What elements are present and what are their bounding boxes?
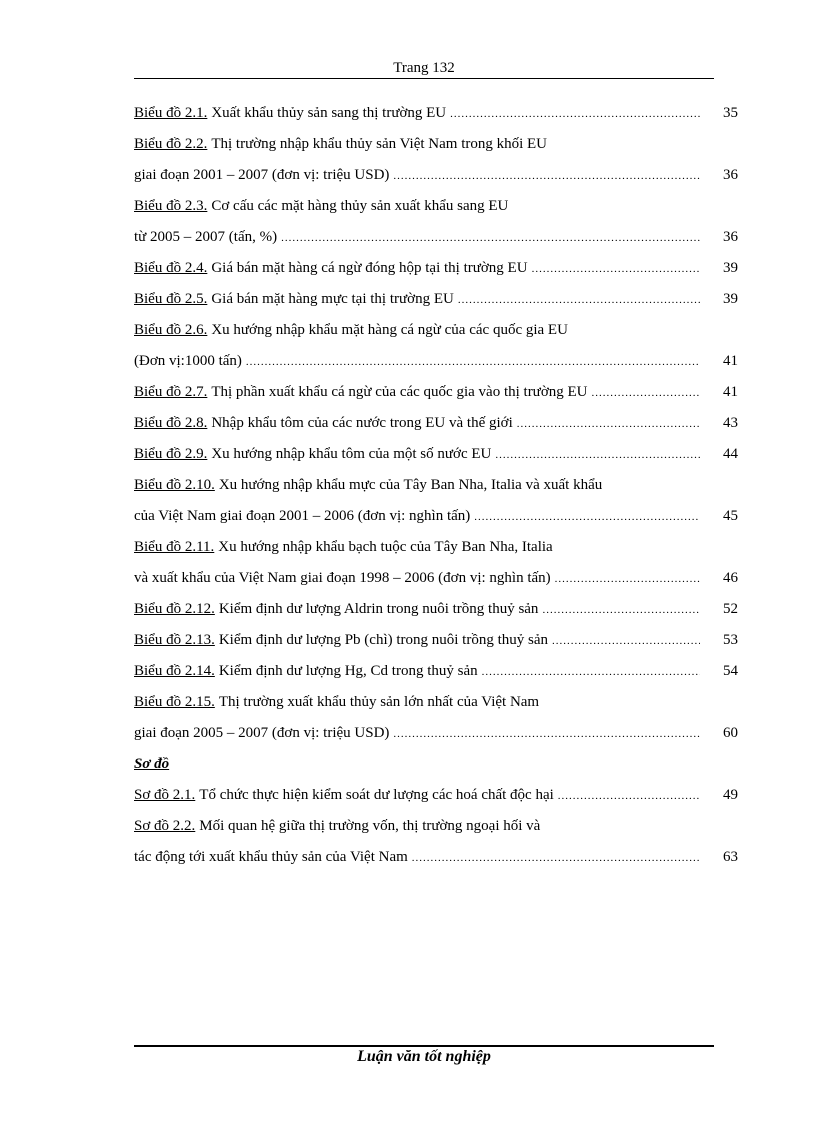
entry-label: Biểu đồ 2.6.: [134, 322, 208, 338]
chart-list: [134, 98, 738, 749]
toc-entry: [134, 508, 706, 525]
entry-label: Biểu đồ 2.5.: [134, 291, 208, 307]
toc-entry: [134, 849, 706, 866]
toc-entry: [134, 260, 706, 277]
dot-leader: [474, 511, 700, 523]
dot-leader: [458, 294, 700, 306]
entry-text: của Việt Nam giai đoạn 2001 – 2006 (đơn vị: nghìn tấn): [134, 508, 471, 524]
toc-line: [134, 377, 738, 408]
toc-line: [134, 160, 738, 191]
section-heading-row: [134, 749, 738, 780]
toc-line: [134, 842, 738, 873]
toc-line: [134, 129, 738, 160]
entry-label: Biểu đồ 2.4.: [134, 260, 208, 276]
entry-label: Biểu đồ 2.8.: [134, 415, 208, 431]
entry-label: Biểu đồ 2.12.: [134, 601, 215, 617]
dot-leader: [393, 728, 700, 740]
toc-line: [134, 594, 738, 625]
toc-line: [134, 718, 738, 749]
page-number: 41: [723, 353, 738, 369]
entry-text: Tổ chức thực hiện kiểm soát dư lượng các hoá chất độc hại: [199, 787, 554, 803]
toc-entry: [134, 477, 738, 494]
dot-leader: [482, 666, 700, 678]
header-rule: [134, 78, 714, 79]
entry-label: Biểu đồ 2.2.: [134, 136, 208, 152]
toc-line: [134, 191, 738, 222]
toc-entry: [134, 322, 738, 339]
dot-leader: [552, 635, 700, 647]
footer-rule: [134, 1045, 714, 1047]
entry-label: Biểu đồ 2.3.: [134, 198, 208, 214]
toc-entry: [134, 136, 738, 153]
entry-text: Kiểm định dư lượng Hg, Cd trong thuỷ sản: [218, 663, 478, 679]
entry-label: Biểu đồ 2.15.: [134, 694, 215, 710]
entry-text: Thị trường nhập khẩu thủy sản Việt Nam trong khối EU: [211, 136, 548, 152]
toc-entry: [134, 384, 706, 401]
page-header: Trang 132: [393, 60, 455, 76]
entry-text: (Đơn vị:1000 tấn): [134, 353, 242, 369]
dot-leader: [246, 356, 700, 368]
toc-line: [134, 439, 738, 470]
page-number: 35: [723, 105, 738, 121]
page-number: 46: [723, 570, 738, 586]
page-number: 53: [723, 632, 738, 648]
entry-label: Biểu đồ 2.11.: [134, 539, 215, 555]
toc-line: [134, 408, 738, 439]
toc-line: [134, 532, 738, 563]
entry-label: Sơ đồ 2.2.: [134, 818, 196, 834]
entry-label: Biểu đồ 2.1.: [134, 105, 208, 121]
toc-line: [134, 222, 738, 253]
entry-text: Kiểm định dư lượng Aldrin trong nuôi trồng thuỷ sản: [218, 601, 539, 617]
page-number: 36: [723, 167, 738, 183]
dot-leader: [393, 170, 700, 182]
toc-entry: [134, 415, 706, 432]
entry-text: giai đoạn 2001 – 2007 (đơn vị: triệu USD): [134, 167, 390, 183]
entry-text: Giá bán mặt hàng mực tại thị trường EU: [211, 291, 454, 307]
page-number: 39: [723, 260, 738, 276]
dot-leader: [532, 263, 700, 275]
entry-text: giai đoạn 2005 – 2007 (đơn vị: triệu USD): [134, 725, 390, 741]
dot-leader: [517, 418, 700, 430]
entry-text: Thị phần xuất khẩu cá ngừ của các quốc gia vào thị trường EU: [211, 384, 588, 400]
page-number: 60: [723, 725, 738, 741]
toc-entry: [134, 787, 706, 804]
entry-label: Biểu đồ 2.14.: [134, 663, 215, 679]
page-number: 63: [723, 849, 738, 865]
entry-text: Xu hướng nhập khẩu bạch tuộc của Tây Ban Nha, Italia: [218, 539, 553, 555]
toc-entry: [134, 446, 706, 463]
entry-text: Xu hướng nhập khẩu mặt hàng cá ngừ của các quốc gia EU: [211, 322, 568, 338]
table-of-contents: [134, 98, 738, 873]
entry-text: Cơ cấu các mặt hàng thủy sản xuất khẩu sang EU: [211, 198, 509, 214]
page-number: 36: [723, 229, 738, 245]
entry-label: Sơ đồ 2.1.: [134, 787, 196, 803]
toc-line: [134, 284, 738, 315]
toc-entry: [134, 694, 738, 711]
entry-label: Biểu đồ 2.13.: [134, 632, 215, 648]
entry-text: Kiểm định dư lượng Pb (chì) trong nuôi trồng thuỷ sản: [218, 632, 549, 648]
toc-entry: [134, 229, 706, 246]
page-number: 39: [723, 291, 738, 307]
toc-entry: [134, 632, 706, 649]
page-number: 49: [723, 787, 738, 803]
page-number: 43: [723, 415, 738, 431]
toc-line: [134, 315, 738, 346]
page-number: 41: [723, 384, 738, 400]
toc-entry: [134, 198, 738, 215]
toc-line: [134, 687, 738, 718]
section-heading: Sơ đồ: [134, 756, 170, 772]
toc-entry: [134, 663, 706, 680]
toc-line: [134, 780, 738, 811]
toc-entry: [134, 291, 706, 308]
toc-entry: [134, 725, 706, 742]
page-number: 52: [723, 601, 738, 617]
toc-line: [134, 501, 738, 532]
entry-text: Mối quan hệ giữa thị trường vốn, thị trường ngoại hối và: [199, 818, 541, 834]
entry-text: Xuất khẩu thủy sản sang thị trường EU: [211, 105, 447, 121]
entry-text: tác động tới xuất khẩu thủy sản của Việt Nam: [134, 849, 408, 865]
toc-line: [134, 811, 738, 842]
entry-text: từ 2005 – 2007 (tấn, %): [134, 229, 278, 245]
toc-line: [134, 470, 738, 501]
toc-entry: [134, 570, 706, 587]
toc-entry: [134, 601, 706, 618]
toc-entry: [134, 539, 738, 556]
page-footer: Luận văn tốt nghiệp: [357, 1048, 491, 1065]
dot-leader: [558, 790, 700, 802]
toc-entry: [134, 353, 706, 370]
toc-line: [134, 98, 738, 129]
toc-entry: [134, 818, 738, 835]
toc-entry: [134, 105, 706, 122]
toc-line: [134, 656, 738, 687]
dot-leader: [412, 852, 700, 864]
dot-leader: [592, 387, 701, 399]
entry-text: Thị trường xuất khẩu thủy sản lớn nhất của Việt Nam: [218, 694, 540, 710]
page-number: 54: [723, 663, 738, 679]
dot-leader: [542, 604, 700, 616]
entry-label: Biểu đồ 2.7.: [134, 384, 208, 400]
page-number: 44: [723, 446, 738, 462]
entry-label: Biểu đồ 2.10.: [134, 477, 215, 493]
toc-line: [134, 625, 738, 656]
entry-text: Xu hướng nhập khẩu tôm của một số nước EU: [211, 446, 492, 462]
dot-leader: [555, 573, 700, 585]
dot-leader: [495, 449, 700, 461]
toc-line: [134, 253, 738, 284]
toc-entry: [134, 167, 706, 184]
entry-text: Xu hướng nhập khẩu mực của Tây Ban Nha, Italia và xuất khẩu: [218, 477, 603, 493]
dot-leader: [281, 232, 700, 244]
toc-line: [134, 563, 738, 594]
entry-label: Biểu đồ 2.9.: [134, 446, 208, 462]
entry-text: và xuất khẩu của Việt Nam giai đoạn 1998 – 2006 (đơn vị: nghìn tấn): [134, 570, 551, 586]
diagram-list: [134, 780, 738, 873]
dot-leader: [450, 108, 700, 120]
page-number: 45: [723, 508, 738, 524]
entry-text: Giá bán mặt hàng cá ngừ đóng hộp tại thị trường EU: [211, 260, 528, 276]
toc-line: [134, 346, 738, 377]
entry-text: Nhập khẩu tôm của các nước trong EU và thế giới: [211, 415, 513, 431]
